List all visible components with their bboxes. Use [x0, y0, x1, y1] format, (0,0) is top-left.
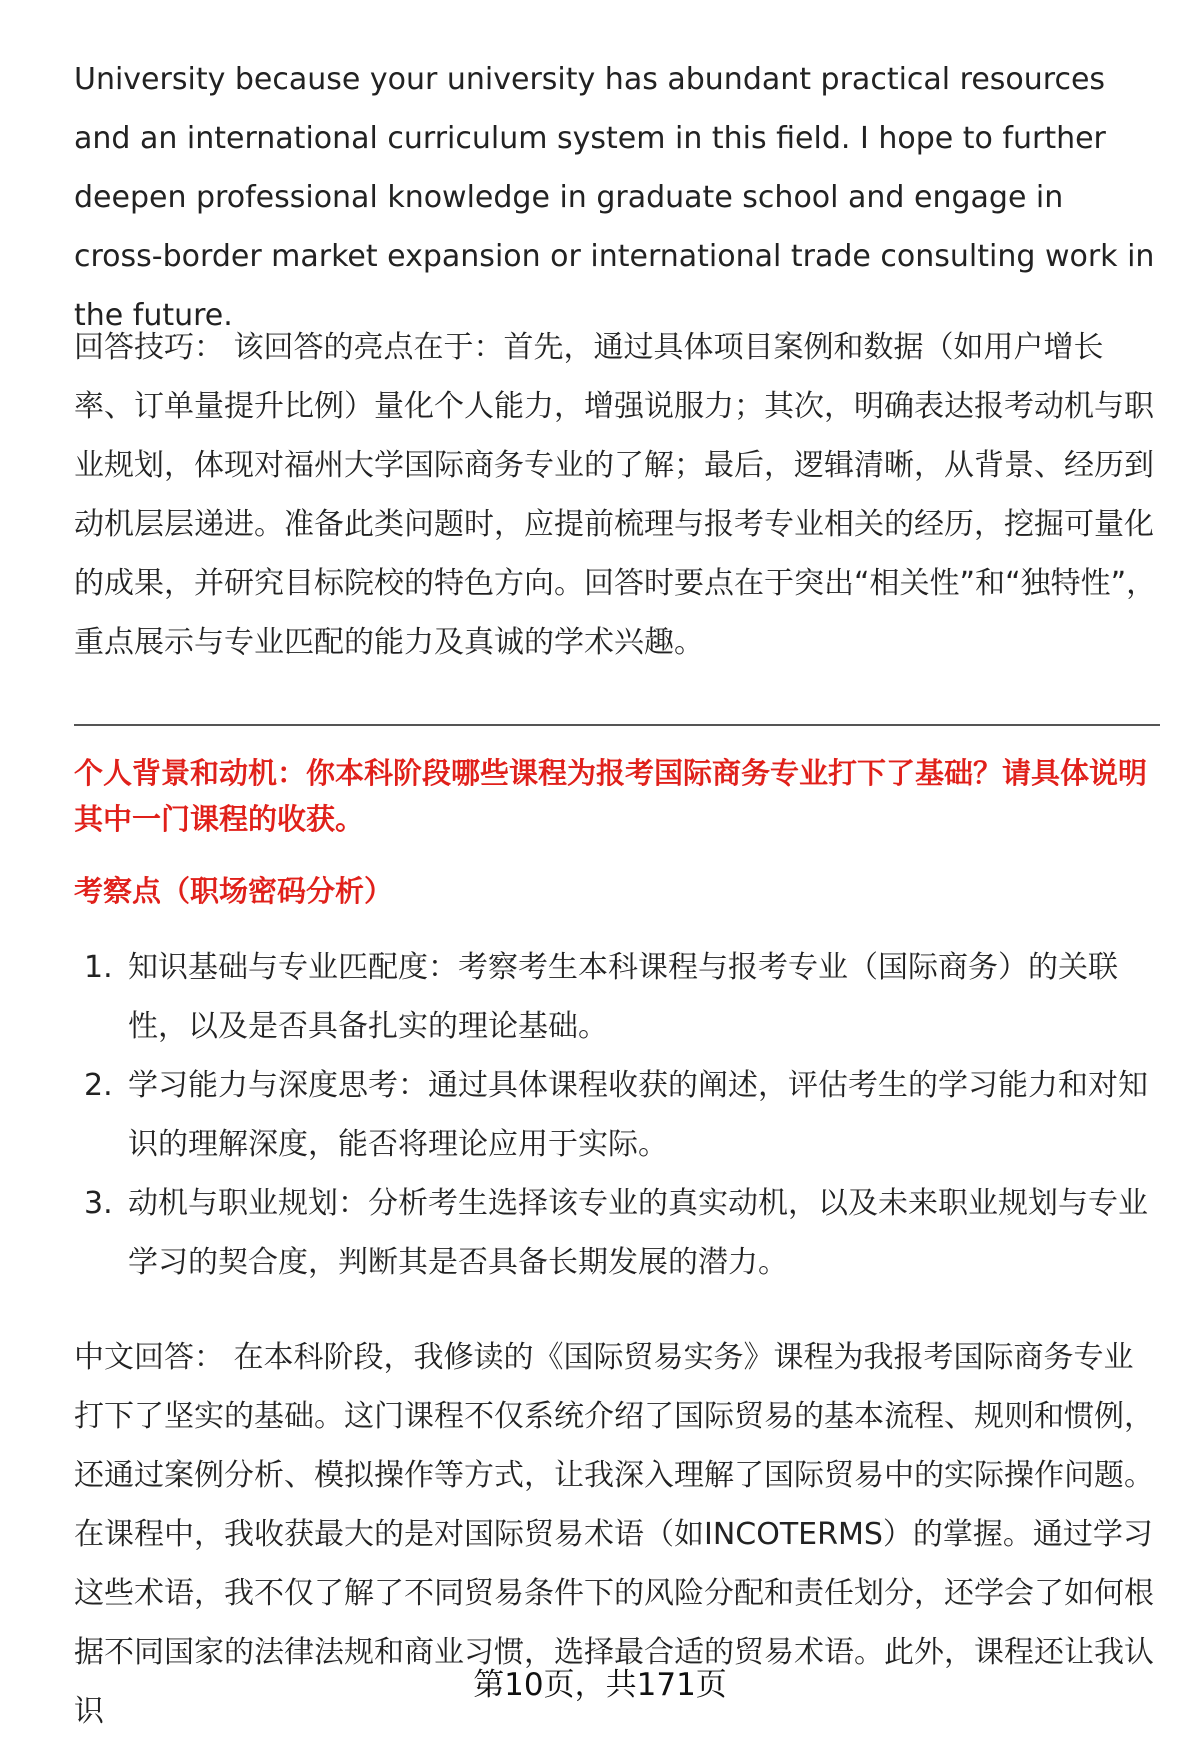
list-item-number: 1. [84, 950, 113, 985]
section-divider [74, 724, 1160, 726]
assessment-heading: 考察点（职场密码分析） [74, 874, 394, 908]
list-item-text: 动机与职业规划：分析考生选择该专业的真实动机，以及未来职业规划与专业学习的契合度，判断其是否具备长期发展的潜力。 [128, 1186, 1148, 1280]
chinese-answer-paragraph: 中文回答： 在本科阶段，我修读的《国际贸易实务》课程为我报考国际商务专业打下了坚实的基础。这门课程不仅系统介绍了国际贸易的基本流程、规则和惯例，还通过案例分析、模拟操作等方式，让我深入理解了国际贸易中的实际操作问题。在课程中，我收获最大的是对国际贸易术语（如INCOTERMS）的掌握。通过学习这些术语，我不仅了解了不同贸易条件下的风险分配和责任划分，还学会了如何根据不同国家的法律法规和商业习惯，选择最合适的贸易术语。此外，课程还让我认识 [74, 1340, 1154, 1729]
list-item-text: 知识基础与专业匹配度：考察考生本科课程与报考专业（国际商务）的关联性，以及是否具备扎实的理论基础。 [128, 950, 1118, 1044]
list-item [74, 1174, 1160, 1292]
page-indicator: 第10页，共171页 [473, 1667, 727, 1703]
list-item-number: 2. [84, 1068, 113, 1103]
list-item [74, 938, 1160, 1056]
english-answer-paragraph: University because your university has abundant practical resources and an international curriculum system in this field. I hope to further deepen professional knowledge in graduate school and engage in cross-border market expansion or international trade consulting work in the future. [74, 62, 1155, 333]
list-item-number: 3. [84, 1186, 113, 1221]
list-item [74, 1056, 1160, 1174]
assessment-points-list [74, 938, 1160, 1292]
list-item-text: 学习能力与深度思考：通过具体课程收获的阐述，评估考生的学习能力和对知识的理解深度，能否将理论应用于实际。 [128, 1068, 1148, 1162]
answer-tips-paragraph: 回答技巧： 该回答的亮点在于：首先，通过具体项目案例和数据（如用户增长率、订单量提升比例）量化个人能力，增强说服力；其次，明确表达报考动机与职业规划，体现对福州大学国际商务专业的了解；最后，逻辑清晰，从背景、经历到动机层层递进。准备此类问题时，应提前梳理与报考专业相关的经历，挖掘可量化的成果，并研究目标院校的特色方向。回答时要点在于突出“相关性”和“独特性”，重点展示与专业匹配的能力及真诚的学术兴趣。 [74, 330, 1157, 660]
question-heading: 个人背景和动机：你本科阶段哪些课程为报考国际商务专业打下了基础？请具体说明其中一门课程的收获。 [74, 756, 1148, 836]
